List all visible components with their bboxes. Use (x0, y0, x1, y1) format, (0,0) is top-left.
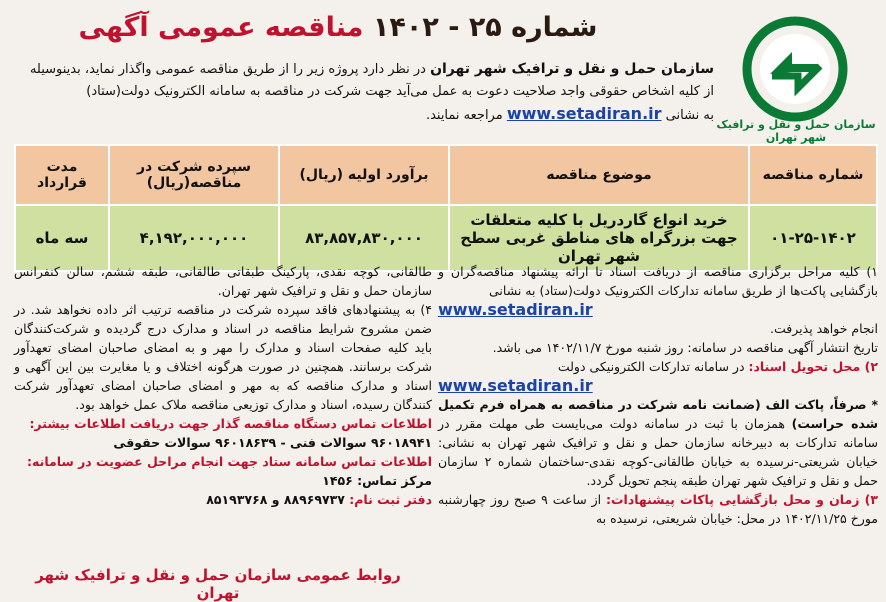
contact-title: اطلاعات تماس دستگاه مناقصه گذار جهت دریافت اطلاعات بیشتر: (29, 416, 432, 431)
condition-1-end: انجام خواهد پذیرفت. (770, 321, 878, 336)
registration-office (14, 490, 432, 509)
table-header-row (15, 145, 877, 205)
intro-line3-pre: به نشانی (661, 108, 714, 123)
envelope-text: (ضمانت نامه شرکت در مناقصه به همراه فرم تکمیل شده حراست) (438, 397, 878, 431)
condition-4: ۴) به پیشنهادهای فاقد سپرده شرکت در مناقصه ترتیب اثر داده نخواهد شد. در ضمن مشروح شرایط مناقصه در اسناد و مدارک درج گردیده و شرکت‌کنندگان باید کلیه صفحات اسناد و مدارک را مهر و به امضای صاحبان امضای تعهدآور شرکت برسانند. همچنین در صورت هرگونه اختلاف و یا مغایرت بین این آگهی و اسناد و مدارک مناقصه که به مهر و امضای صاحبان امضای تعهدآور شرکت کنندگان رسیده، اسناد و مدارک توزیعی مناقصه ملاک عمل خواهد بود. (14, 302, 432, 412)
office-label: دفتر ثبت نام: (349, 492, 432, 507)
condition-1-url-link[interactable]: www.setadiran.ir (438, 300, 593, 319)
call-center: مرکز تماس: ۱۴۵۶ (322, 473, 432, 488)
header-number: شماره مناقصه (749, 145, 877, 205)
condition-2 (438, 357, 878, 376)
envelope-note (438, 395, 878, 490)
intro-url-link[interactable]: www.setadiran.ir (506, 104, 662, 123)
header-deposit: سپرده شرکت در مناقصه(ریال) (109, 145, 279, 205)
public-relations-footer: روابط عمومی سازمان حمل و نقل و ترافیک شهر تهران (35, 566, 401, 602)
address-continued: طالقانی، کوچه نقدی، پارکینگ طبقاتی طالقانی، طبقه ششم، سالن کنفرانس سازمان حمل و نقل و ترافیک شهر تهران. (14, 264, 432, 298)
intro-org: سازمان حمل و نقل و ترافیک شهر تهران (430, 61, 714, 77)
header-duration: مدت قرارداد (15, 145, 109, 205)
tender-table (14, 144, 878, 272)
intro-paragraph (14, 58, 714, 127)
contact-text: ۹۶۰۱۸۹۴۱ سوالات فنی - ۹۶۰۱۸۶۳۹ سوالات حقوقی (113, 435, 432, 450)
condition-3-label: ۳) زمان و محل بازگشایی پاکات پیشنهادات: (605, 492, 878, 507)
condition-3 (438, 490, 878, 528)
condition-2-url-link[interactable]: www.setadiran.ir (438, 376, 593, 395)
logo-caption: سازمان حمل و نقل و ترافیک شهر تهران (716, 118, 876, 144)
envelope-rest: همزمان با ثبت در سامانه دولت می‌بایست طی مهلت مقرر در سامانه تدارکات به دبیرخانه سازمان حمل و نقل و ترافیک شهر تهران به نشانی: خیابان شریعتی-نرسیده به خیابان طالقانی-کوچه نقدی-ساختمان شماره ۲ سازمان حمل و نقل و ترافیک شهر تهران طبقه پنجم تحویل گردد. (438, 416, 878, 488)
intro-line3-post: مراجعه نمایند. (425, 108, 507, 123)
conditions-right-column (438, 262, 878, 528)
condition-3-text: از ساعت ۹ صبح روز چهارشنبه مورخ ۱۴۰۲/۱۱/۲۵ در محل: خیابان شریعتی، نرسیده به (438, 492, 878, 526)
office-text: ۸۸۹۶۹۷۳۷ و ۸۵۱۹۳۷۶۸ (206, 492, 350, 507)
condition-2-label: ۲) محل تحویل اسناد: (748, 359, 878, 374)
publish-date: تاریخ انتشار آگهی مناقصه در سامانه: روز شنبه مورخ ۱۴۰۲/۱۱/۷ می باشد. (492, 340, 878, 355)
cell-subject: خرید انواع گاردریل با کلیه متعلقات جهت بزرگراه های مناطق غربی سطح شهر تهران (449, 205, 749, 271)
condition-2-text: در سامانه تدارکات الکترونیکی دولت (557, 359, 749, 374)
condition-1: ۱) کلیه مراحل برگزاری مناقصه از دریافت اسناد تا ارائه پیشنهاد مناقصه‌گران و بازگشایی پاکت‌ها از طریق سامانه تدارکات الکترونیک دولت(ستاد) به نشانی (438, 264, 878, 298)
headline-prefix: آگهی (78, 12, 149, 43)
intro-line1: در نظر دارد پروژه زیر را از طریق مناقصه عمومی واگذار نماید، بدینوسیله (29, 62, 431, 77)
organization-logo-icon (740, 14, 850, 124)
cell-number: ۰۱-۲۵-۱۴۰۲ (749, 205, 877, 271)
header-estimate: برآورد اولیه (ریال) (279, 145, 449, 205)
conditions-left-column (14, 262, 432, 509)
notice-headline (18, 12, 658, 43)
cell-duration: سه ماه (15, 205, 109, 271)
intro-line2: از کلیه اشخاص حقوقی واجد صلاحیت دعوت به عمل می‌آید جهت شرکت در مناقصه به سامانه الکترونیک دولت(ستاد) (86, 84, 714, 99)
headline-number: شماره ۲۵ - ۱۴۰۲ (372, 12, 598, 43)
headline-main: مناقصه عمومی (148, 12, 364, 43)
cell-estimate: ۸۳,۸۵۷,۸۳۰,۰۰۰ (279, 205, 449, 271)
setad-contact-title: اطلاعات تماس سامانه ستاد جهت انجام مراحل عضویت در سامانه: (27, 454, 432, 469)
envelope-label: * صرفاً، پاکت الف (765, 397, 879, 412)
cell-deposit: ۴,۱۹۲,۰۰۰,۰۰۰ (109, 205, 279, 271)
header-subject: موضوع مناقصه (449, 145, 749, 205)
